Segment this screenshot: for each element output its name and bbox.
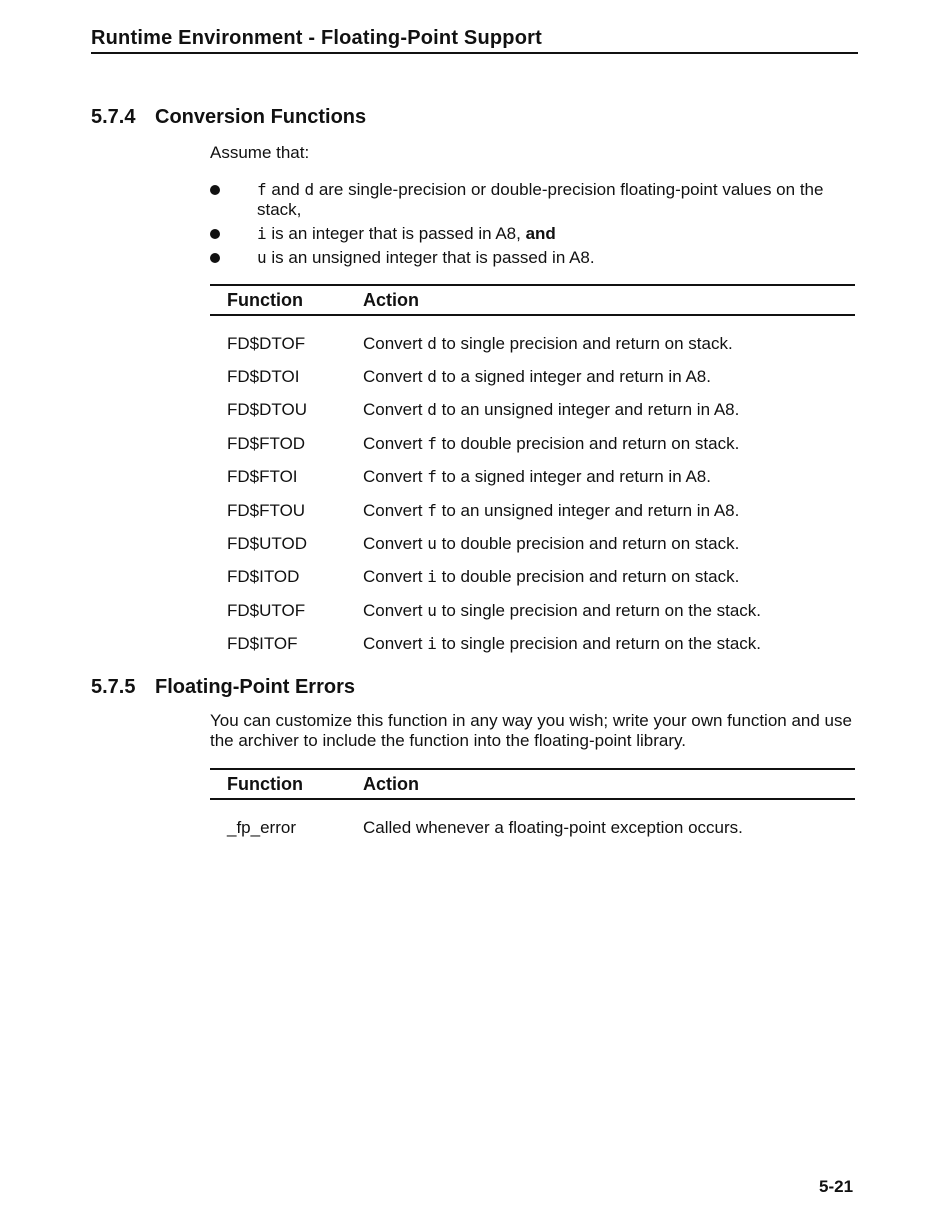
list-text-bold: and — [520, 224, 556, 243]
section-number: 5.7.5 — [91, 676, 136, 698]
var-code: f — [427, 467, 437, 487]
var-code: f — [257, 180, 267, 199]
action-text: Convert d to an unsigned integer and return in A8. — [363, 400, 740, 420]
function-name: FD$DTOF — [227, 333, 306, 353]
errors-table — [210, 768, 855, 844]
table-row — [210, 594, 855, 627]
var-code: u — [427, 600, 437, 620]
var-code: i — [257, 224, 267, 243]
var-code: d — [427, 400, 437, 420]
action-text: Convert u to double precision and return on stack. — [363, 534, 740, 554]
action-text: Called whenever a floating-point exception occurs. — [363, 817, 743, 837]
table-row — [210, 360, 855, 393]
function-name: FD$ITOD — [227, 567, 300, 587]
var-code: i — [427, 567, 437, 587]
table-row — [210, 327, 855, 360]
section-heading-conversion — [91, 106, 366, 129]
bullet-icon — [210, 185, 220, 195]
header-action: Action — [363, 289, 419, 310]
function-name: FD$DTOU — [227, 400, 307, 420]
function-name: FD$UTOD — [227, 534, 307, 554]
table-row — [210, 561, 855, 594]
function-name: FD$FTOU — [227, 500, 306, 520]
page-number: 5-21 — [819, 1177, 854, 1196]
header-function: Function — [227, 289, 303, 310]
intro-text: Assume that: — [210, 143, 310, 162]
var-code: f — [427, 500, 437, 520]
table-row — [210, 811, 855, 844]
var-code: u — [257, 248, 267, 267]
list-item — [210, 248, 858, 268]
table-row — [210, 394, 855, 427]
errors-paragraph: You can customize this function in any way you wish; write your own function and use the archiver to include the function into the floating-point library. — [210, 711, 852, 750]
list-item — [210, 224, 858, 244]
action-text: Convert u to single precision and return on the stack. — [363, 600, 762, 620]
action-text: Convert f to double precision and return on stack. — [363, 433, 740, 453]
section-number: 5.7.4 — [91, 106, 136, 128]
function-name: FD$ITOF — [227, 634, 298, 654]
table-header — [210, 770, 855, 798]
list-text: and — [266, 180, 305, 199]
var-code: d — [427, 367, 437, 387]
var-code: f — [427, 433, 437, 453]
action-text: Convert f to a signed integer and return in A8. — [363, 467, 711, 487]
list-item — [210, 180, 858, 220]
function-name: FD$FTOI — [227, 467, 298, 487]
var-code: u — [427, 534, 437, 554]
var-code: d — [304, 180, 315, 199]
table-row — [210, 461, 855, 494]
header-rule — [91, 52, 858, 54]
table-row — [210, 427, 855, 460]
var-code: d — [427, 333, 437, 353]
section-heading-errors — [91, 676, 355, 699]
bullet-icon — [210, 253, 220, 263]
assumption-list — [210, 180, 858, 272]
function-name: FD$DTOI — [227, 367, 300, 387]
list-text: are single-precision or double-precision floating-point values on the stack, — [257, 180, 824, 219]
table-row — [210, 494, 855, 527]
conversion-table — [210, 284, 855, 661]
table-header — [210, 286, 855, 314]
header-action: Action — [363, 773, 419, 794]
function-name: FD$UTOF — [227, 600, 306, 620]
action-text: Convert d to a signed integer and return in A8. — [363, 367, 711, 387]
var-code: i — [427, 634, 437, 654]
function-name: _fp_error — [227, 817, 296, 837]
function-name: FD$FTOD — [227, 433, 306, 453]
action-text: Convert i to double precision and return on stack. — [363, 567, 740, 587]
table-body — [210, 316, 855, 661]
list-text: is an integer that is passed in A8, — [266, 224, 521, 243]
table-body — [210, 800, 855, 844]
action-text: Convert i to single precision and return on the stack. — [363, 634, 762, 654]
bullet-icon — [210, 229, 220, 239]
header-function: Function — [227, 773, 303, 794]
section-title: Floating-Point Errors — [155, 676, 355, 698]
table-row — [210, 628, 855, 661]
action-text: Convert d to single precision and return on stack. — [363, 333, 733, 353]
section-title: Conversion Functions — [155, 106, 367, 128]
table-row — [210, 527, 855, 560]
action-text: Convert f to an unsigned integer and return in A8. — [363, 500, 740, 520]
running-header: Runtime Environment - Floating-Point Support — [91, 27, 542, 49]
list-text: is an unsigned integer that is passed in A8. — [266, 248, 595, 267]
